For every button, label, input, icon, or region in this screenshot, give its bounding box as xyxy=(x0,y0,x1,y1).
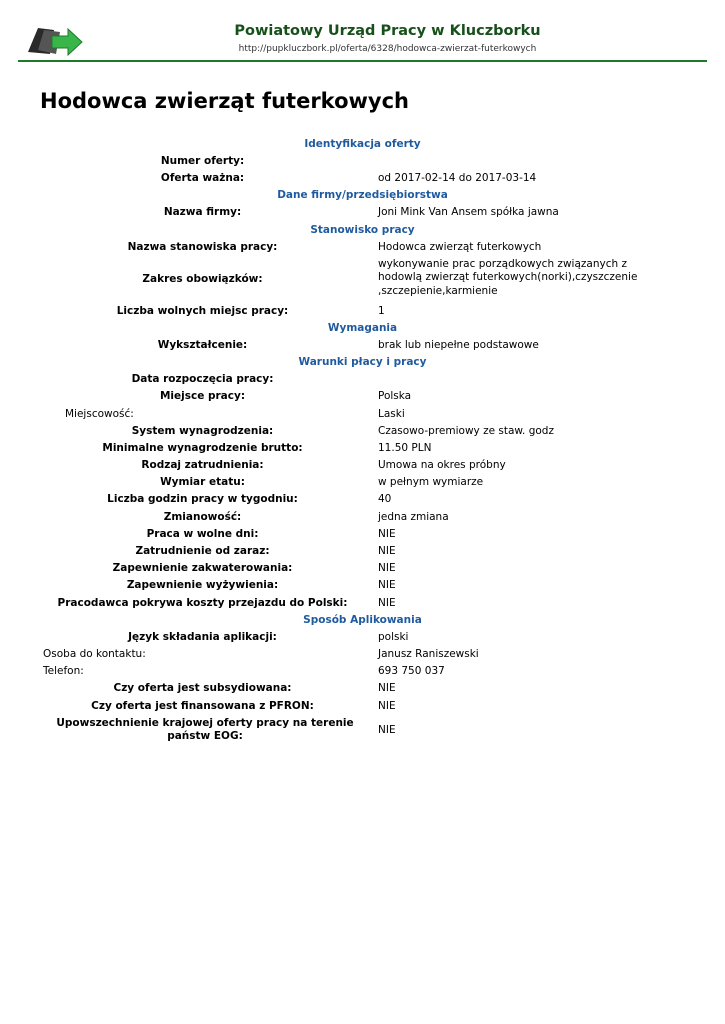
header-divider xyxy=(18,60,707,62)
section-aplikowanie: Sposób Aplikowania xyxy=(303,613,422,626)
row-rodzaj-zatrudnienia: Rodzaj zatrudnienia: Umowa na okres próbny xyxy=(141,459,506,472)
site-url: http://pupkluczbork.pl/oferta/6328/hodowca-zwierzat-futerkowych xyxy=(238,44,537,54)
section-warunki: Warunki płacy i pracy xyxy=(298,356,427,369)
row-przejazd: Pracodawca pokrywa koszty przejazdu do Polski: NIE xyxy=(57,596,396,609)
row-miejscowosc: Miejscowość: Laski xyxy=(65,407,405,420)
row-pfron: Czy oferta jest finansowana z PFRON: NIE xyxy=(91,699,396,712)
row-min-wynagrodzenie: Minimalne wynagrodzenie brutto: 11.50 PLN xyxy=(102,441,432,454)
row-wyzywienie: Zapewnienie wyżywienia: NIE xyxy=(126,579,396,592)
row-nazwa-stanowiska: Nazwa stanowiska pracy: Hodowca zwierząt futerkowych xyxy=(127,240,542,253)
row-wymiar-etatu: Wymiar etatu: w pełnym wymiarze xyxy=(160,476,484,489)
row-eog: Upowszechnienie krajowej oferty pracy na terenie państw EOG: NIE xyxy=(56,716,396,742)
page-title: Hodowca zwierząt futerkowych xyxy=(40,89,409,113)
row-zakwaterowanie: Zapewnienie zakwaterowania: NIE xyxy=(112,562,396,575)
section-wymagania: Wymagania xyxy=(327,321,398,334)
row-liczba-miejsc: Liczba wolnych miejsc pracy: 1 xyxy=(116,304,385,317)
row-subsydiowana: Czy oferta jest subsydiowana: NIE xyxy=(113,682,396,695)
row-zmianowosc: Zmianowość: jedna zmiana xyxy=(163,510,449,523)
row-nazwa-firmy: Nazwa firmy: Joni Mink Van Ansem spółka jawna xyxy=(163,206,559,219)
row-telefon: Telefon: 693 750 037 xyxy=(43,665,445,678)
section-firma: Dane firmy/przedsiębiorstwa xyxy=(277,189,448,202)
row-data-rozpoczecia: Data rozpoczęcia pracy: xyxy=(131,373,274,386)
section-identyfikacja: Identyfikacja oferty xyxy=(304,138,421,150)
offer-details xyxy=(0,136,725,745)
row-oferta-wazna: Oferta ważna: od 2017-02-14 do 2017-03-14 xyxy=(160,172,537,185)
row-system-wynagrodzenia: System wynagrodzenia: Czasowo-premiowy ze staw. godz xyxy=(131,424,554,437)
row-zakres: Zakres obowiązków: wykonywanie prac porządkowych związanych z hodowlą zwierząt futerkowych(norki),czyszczenie ,szczepienie,karmienie xyxy=(142,257,638,297)
row-miejsce-pracy: Miejsce pracy: Polska xyxy=(159,390,412,403)
row-godziny: Liczba godzin pracy w tygodniu: 40 xyxy=(107,493,392,506)
row-wolne-dni: Praca w wolne dni: NIE xyxy=(146,527,396,540)
row-osoba-kontaktu: Osoba do kontaktu: Janusz Raniszewski xyxy=(43,647,479,660)
row-jezyk: Język składania aplikacji: polski xyxy=(128,630,409,643)
site-title: Powiatowy Urząd Pracy w Kluczborku xyxy=(234,23,541,39)
page-header xyxy=(18,12,707,60)
row-numer-oferty: Numer oferty: xyxy=(160,155,245,167)
row-od-zaraz: Zatrudnienie od zaraz: NIE xyxy=(135,545,396,557)
row-wyksztalcenie: Wykształcenie: brak lub niepełne podstawowe xyxy=(157,338,539,351)
section-stanowisko: Stanowisko pracy xyxy=(310,223,415,236)
